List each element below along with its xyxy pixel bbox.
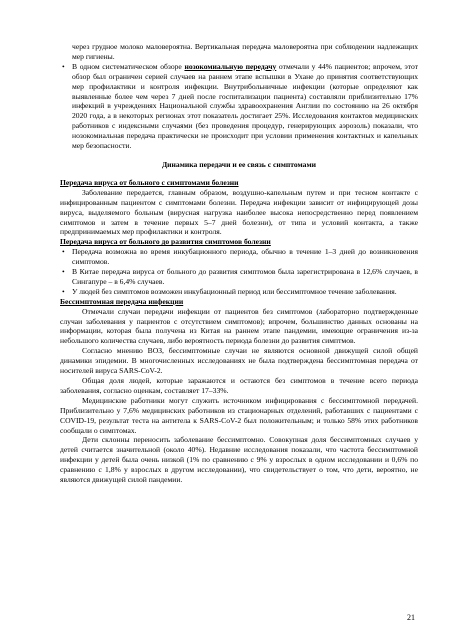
paragraph-medical-workers: Медицинские работники могут служить источником инфицирования с бессимптомной передачей. Приблизительно у 7,6% медицинских работников из стационарных отделений, работавших с пациентами с COVID-19, результат теста на антитела к SARS-CoV-2 был положительным; и только 58% этих работников сообщали о симптомах. <box>60 395 418 435</box>
paragraph-who-opinion: Согласно мнению ВОЗ, бессимптомные случаи не являются основной движущей силой общей динамики эпидемии. В многочисленных исследованиях не была подтверждена бессимптомная передача от носителей вируса SARS-CoV-2. <box>60 346 418 376</box>
bullet-text-end: отмечали у 44% пациентов; впрочем, этот обзор был ограничен серией случаев на раннем этапе вспышки в Ухане до принятия соответствующих мер профилактики и контроля инфекции. Внутрибольничные инфекции (которые определяют как выявленные более чем через 7 дней после госпитализации пациента) составляли приблизительно 17% инфекций в учреждениях Национальной службы здравоохранения Англии по состоянию на 26 октября 2020 года, а в некоторых регионах этот показатель достигает 25%. Исследования контактов медицинских работников с индексными случаями (без проведения процедур, генерирующих аэрозоль) показали, что нозокомиальная передача практически не происходит при условии применения контактных и капельных мер безопасности. <box>72 61 419 151</box>
bullet-text-start: В одном систематическом обзоре <box>72 61 185 71</box>
bullet-incubation: • Передача возможна во время инкубационного периода, обычно в течение 1–3 дней до возникновения симптомов. <box>60 247 418 267</box>
section-title: Динамика передачи и ее связь с симптомами <box>161 159 317 169</box>
subheading-presymptomatic: Передача вируса от больного до развития симптомов болезни <box>60 237 271 247</box>
paragraph-symptomatic: Заболевание передается, главным образом, воздушно-капельным путем и при тесном контакте с инфицированным пациентом с симптомами болезни. Передача инфекции зависит от инфицирующей дозы вируса, выделяемого больным (вирусная нагрузка наиболее высока непосредственно перед появлением симптомов и затем в течение первых 5–7 дней болезни), от типа и условий контакта, а также предпринимаемых мер профилактики и контроля. <box>60 187 418 237</box>
paragraph-continuation: через грудное молоко маловероятна. Вертикальная передача маловероятна при соблюдении надлежащих мер гигиены. <box>72 42 418 61</box>
bold-term: нозокомиальную передачу <box>184 61 277 71</box>
bullet-asymptomatic-people: • У людей без симптомов возможен инкубационный период или бессимптомное течение заболевания. <box>60 287 418 297</box>
bullet-nosocomial <box>60 62 418 151</box>
paragraph-asymptomatic-cases: Отмечали случаи передачи инфекции от пациентов без симптомов (лабораторно подтвержденные случаи заболевания у пациентов с отсутствием симптомов); впрочем, большинство данных основаны на информации, которая была получена из Китая на раннем этапе пандемии, имеющие ограничения из-за небольшого количества случаев, либо вероятность периода болезни до развития симптмов. <box>60 306 418 346</box>
bullet-china-singapore: • В Китае передача вируса от больного до развития симптомов была зарегистрирована в 12,6% случаев, в Сингапуре – в 6,4% случаев. <box>60 267 418 287</box>
subheading-symptomatic: Передача вируса от больного с симптомами болезни <box>60 177 239 187</box>
paragraph-children: Дети склонны переносить заболевание бессимптомно. Совокупная доля бессимптомных случаев у детей считается значительной (около 40%). Недавние исследования показали, что частота бессимптомной инфекции у детей была очень низкой (1% по сравнению с 9% у взрослых в одном исследовании и 0,6% по сравнению с 1,8% у взрослых в другом исследовании), что свидетельствует о том, что дети, вероятно, не являются движущей силой пандемии. <box>60 435 418 485</box>
subheading-asymptomatic: Бессимптомная передача инфекции <box>60 296 184 306</box>
paragraph-share: Общая доля людей, которые заражаются и остаются без симптомов в течение всего периода заболевания, согласно оценкам, составляет 17–33%. <box>60 376 418 395</box>
page-number: 21 <box>407 613 415 622</box>
page-content <box>60 42 418 485</box>
